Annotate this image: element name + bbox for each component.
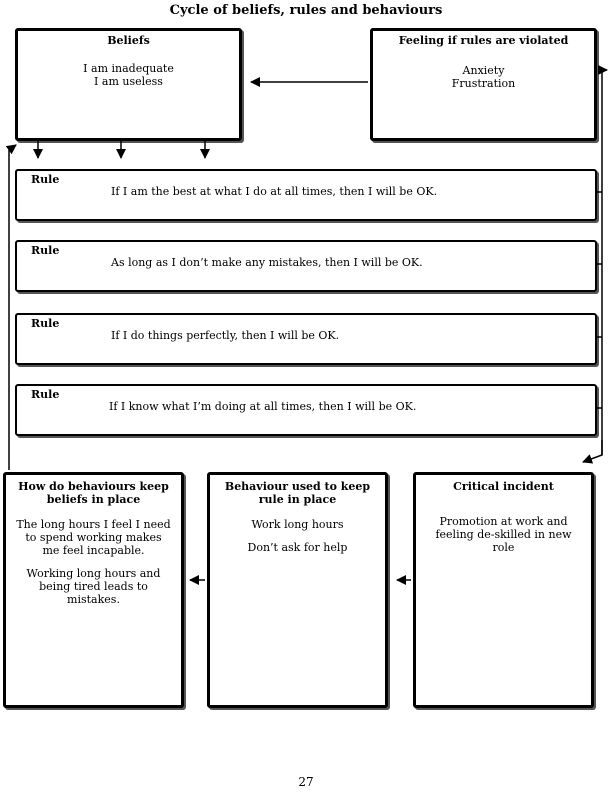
critical-incident-paragraph: Promotion at work and feeling de-skilled in new role xyxy=(435,515,572,554)
rule-label: Rule xyxy=(31,173,60,186)
arrow-rules-to-critical-incident xyxy=(583,440,602,462)
behaviours-keep-paragraph: The long hours I feel I need to spend working makes me feel incapable. xyxy=(16,518,171,557)
behaviour-used-paragraph: Work long hours xyxy=(251,518,344,531)
feeling-line: Frustration xyxy=(451,77,516,90)
rule-text: As long as I don’t make any mistakes, then I will be OK. xyxy=(111,256,423,269)
belief-line: I am useless xyxy=(94,75,163,88)
rule-label: Rule xyxy=(31,317,60,330)
behaviours-keep-paragraph: Working long hours and being tired leads to mistakes. xyxy=(26,567,161,606)
rule-text: If I do things perfectly, then I will be OK. xyxy=(111,329,340,342)
belief-line: I am inadequate xyxy=(83,62,174,75)
rule-label: Rule xyxy=(31,388,60,401)
rule-label: Rule xyxy=(31,244,60,257)
feeling-line: Anxiety xyxy=(462,64,505,77)
critical-incident-heading: Critical incident xyxy=(453,480,554,493)
behaviours-keep-heading: How do behaviours keep beliefs in place xyxy=(18,480,169,506)
arrow-keep-to-beliefs xyxy=(9,145,16,470)
arrow-rules-to-feelings xyxy=(602,70,607,455)
beliefs-heading: Beliefs xyxy=(107,34,150,47)
feelings-heading: Feeling if rules are violated xyxy=(398,34,569,47)
behaviour-used-heading: Behaviour used to keep rule in place xyxy=(224,480,371,506)
behaviour-used-paragraph: Don’t ask for help xyxy=(247,541,348,554)
rule-text: If I am the best at what I do at all times, then I will be OK. xyxy=(111,185,438,198)
rule-text: If I know what I’m doing at all times, then I will be OK. xyxy=(109,400,417,413)
page-title: Cycle of beliefs, rules and behaviours xyxy=(169,3,443,18)
page-number: 27 xyxy=(298,775,314,789)
